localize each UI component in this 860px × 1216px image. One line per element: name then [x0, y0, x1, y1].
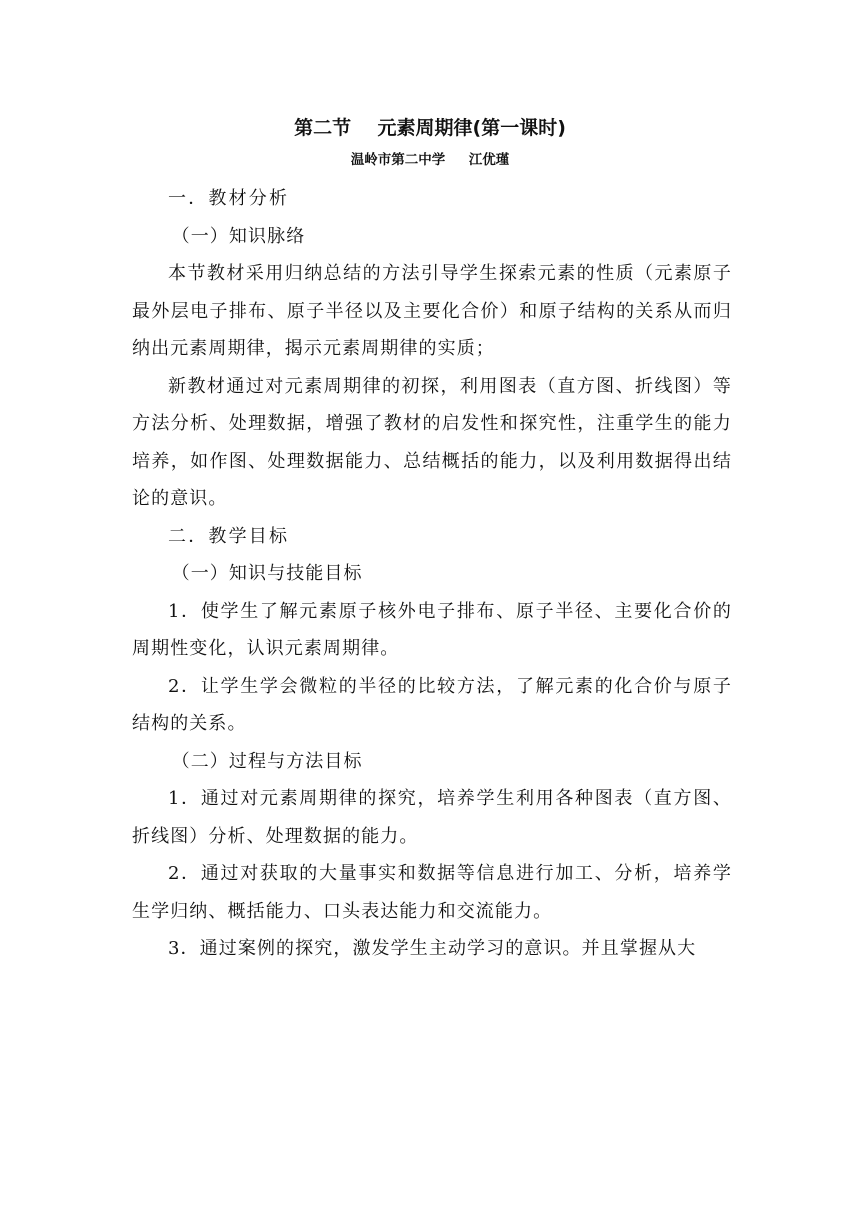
method-item-1: 1．通过对元素周期律的探究，培养学生利用各种图表（直方图、折线图）分析、处理数据的能力。 — [132, 788, 732, 847]
goal-item-2: 2．让学生学会微粒的半径的比较方法，了解元素的化合价与原子结构的关系。 — [132, 675, 732, 734]
section-heading-teaching-goals: 二．教学目标 — [168, 525, 290, 547]
subsection-heading-knowledge-context: （一）知识脉络 — [171, 225, 306, 247]
method-item-2: 2．通过对获取的大量事实和数据等信息进行加工、分析，培养学生学归纳、概括能力、口头表达能力和交流能力。 — [132, 863, 732, 922]
subsection-heading-process-methods: （二）过程与方法目标 — [171, 750, 363, 772]
paragraph-textbook-method: 本节教材采用归纳总结的方法引导学生探索元素的性质（元素原子最外层电子排布、原子半径以及主要化合价）和原子结构的关系从而归纳出元素周期律，揭示元素周期律的实质； — [132, 263, 732, 359]
section-heading-textbook-analysis: 一．教材分析 — [168, 188, 290, 209]
document-body — [132, 180, 732, 968]
paragraph-new-textbook: 新教材通过对元素周期律的初探，利用图表（直方图、折线图）等方法分析、处理数据，增强了教材的启发性和探究性，注重学生的能力培养，如作图、处理数据能力、总结概括的能力，以及利用数据得出结论的意识。 — [132, 375, 732, 509]
document-title: 第二节 元素周期律(第一课时) — [294, 117, 566, 139]
subsection-heading-knowledge-skills: （一）知识与技能目标 — [171, 563, 363, 584]
method-item-3: 3．通过案例的探究，激发学生主动学习的意识。并且掌握从大 — [168, 938, 697, 959]
document-author-line: 温岭市第二中学 江优瑾 — [350, 152, 510, 168]
goal-item-1: 1．使学生了解元素原子核外电子排布、原子半径、主要化合价的周期性变化，认识元素周期律。 — [132, 600, 732, 659]
